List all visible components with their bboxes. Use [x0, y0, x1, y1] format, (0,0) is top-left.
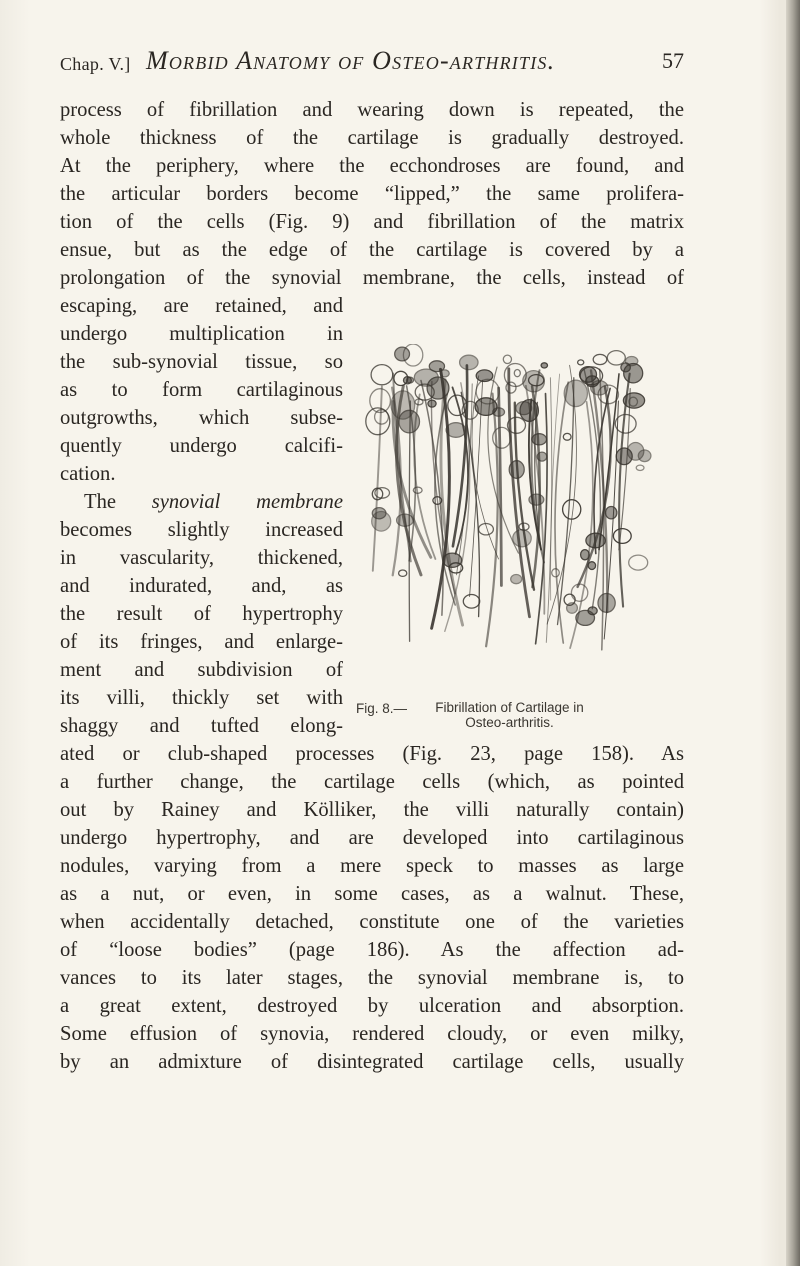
cartilage-cell [514, 370, 520, 377]
cartilage-cell [371, 365, 393, 385]
cartilage-cell [503, 355, 511, 363]
cartilage-cell [588, 562, 595, 570]
cartilage-cell [567, 603, 578, 613]
cartilage-cell [509, 461, 524, 479]
text-line: cation. [60, 463, 116, 485]
cartilage-cell [563, 433, 571, 440]
chapter-label: Chap. V.] [60, 54, 131, 74]
text-line: a great extent, destroyed by ulceration and absorption. [60, 995, 684, 1017]
cartilage-cell [563, 500, 581, 519]
cartilage-cell [578, 360, 584, 365]
cartilage-cell [429, 361, 444, 372]
cartilage-cell [511, 575, 522, 584]
text-line: At the periphery, where the ecchondroses are found, and [60, 155, 684, 177]
cartilage-cell [513, 530, 531, 547]
figure-caption-line2: Osteo-arthritis. [465, 715, 554, 730]
fibrillation-strand [499, 388, 502, 586]
text-line: whole thickness of the cartilage is gradually destroyed. [60, 127, 684, 149]
text-line: the result of hypertrophy [60, 603, 343, 625]
cartilage-cell [475, 398, 497, 416]
text-line: nodules, varying from a mere speck to masses as large [60, 855, 684, 877]
text-line: in vascularity, thickened, [60, 547, 343, 569]
text-line: outgrowths, which subse- [60, 407, 343, 429]
text-line: quently undergo calcifi- [60, 435, 343, 457]
running-header [60, 46, 684, 80]
text-line: shaggy and tufted elong- [60, 715, 343, 737]
cartilage-cell [623, 393, 644, 408]
text-line: ensue, but as the edge of the cartilage is covered by a [60, 239, 684, 261]
figure-caption [356, 700, 686, 730]
cartilage-cell [404, 377, 412, 384]
figure-label: Fig. 8.— [356, 701, 408, 716]
text-line: and indurated, and, as [60, 575, 343, 597]
cartilage-cell [586, 533, 605, 548]
figure-caption-line1: Fibrillation of Cartilage in [435, 700, 584, 715]
cartilage-cell [629, 555, 648, 570]
text-line: out by Rainey and Kölliker, the villi naturally contain) [60, 799, 684, 821]
text-line: vances to its later stages, the synovial membrane is, to [60, 967, 684, 989]
text-line: the articular borders become “lipped,” the same prolifera- [60, 183, 684, 205]
cartilage-cell [532, 434, 547, 445]
cartilage-fibrillation-illustration [352, 344, 672, 676]
text-line: tion of the cells (Fig. 9) and fibrillation of the matrix [60, 211, 684, 233]
text-line: the sub-synovial tissue, so [60, 351, 343, 373]
text-line: prolongation of the synovial membrane, the cells, instead of [60, 267, 684, 289]
cartilage-cell [541, 363, 547, 368]
cartilage-cell [613, 529, 631, 544]
cartilage-cell [537, 452, 547, 461]
fibrillation-strand [558, 378, 574, 625]
text-line: ated or club-shaped processes (Fig. 23, page 158). As [60, 743, 684, 765]
text-line: its villi, thickly set with [60, 687, 343, 709]
cartilage-cell [571, 584, 587, 601]
text-line: Some effusion of synovia, rendered cloudy, or even milky, [60, 1023, 684, 1045]
synovial-prefix: The [84, 491, 152, 513]
cartilage-cell [607, 351, 625, 365]
cartilage-cell [460, 355, 478, 369]
cartilage-cell [446, 423, 466, 438]
page-edge-shadow [786, 0, 800, 1266]
cartilage-cell [428, 400, 436, 407]
text-line: by an admixture of disintegrated cartilage cells, usually [60, 1051, 684, 1073]
cartilage-cell [399, 410, 420, 433]
cartilage-cell [598, 594, 615, 613]
page-number: 57 [662, 48, 684, 73]
text-line: undergo multiplication in [60, 323, 343, 345]
text-line: when accidentally detached, constitute one of the varieties [60, 911, 684, 933]
cartilage-cell [627, 443, 643, 461]
text-line: undergo hypertrophy, and are developed into cartilaginous [60, 827, 684, 849]
cartilage-cell [564, 380, 587, 406]
cartilage-cell [606, 507, 617, 519]
cartilage-cell [576, 610, 595, 625]
text-line: process of fibrillation and wearing down is repeated, the [60, 99, 684, 121]
text-line-synovial [60, 488, 343, 516]
text-line: of “loose bodies” (page 186). As the affection ad- [60, 939, 684, 961]
cartilage-cell [516, 402, 532, 415]
running-title: Morbid Anatomy of Osteo-arthritis. [146, 46, 556, 75]
fibrillation-strand [373, 386, 382, 570]
cartilage-cell [581, 550, 590, 560]
text-line: escaping, are retained, and [60, 295, 343, 317]
text-line: of its fringes, and enlarge- [60, 631, 343, 653]
synovial-term: synovial membrane [151, 491, 343, 513]
cartilage-cell [399, 570, 407, 576]
cartilage-cell [621, 363, 630, 372]
text-line: as to form cartilaginous [60, 379, 343, 401]
cartilage-cell [529, 494, 544, 505]
text-line: a further change, the cartilage cells (which, as pointed [60, 771, 684, 793]
cartilage-cell [443, 553, 462, 567]
cartilage-cell [372, 512, 391, 532]
cartilage-cell [397, 514, 414, 526]
cartilage-cell [395, 347, 410, 361]
text-line: becomes slightly increased [60, 519, 343, 541]
cartilage-cell [636, 465, 644, 470]
cartilage-cell [427, 377, 449, 399]
text-line: as a nut, or even, in some cases, as a walnut. These, [60, 883, 684, 905]
cartilage-cell [463, 595, 479, 609]
cartilage-cell [593, 354, 607, 364]
cartilage-cell [615, 415, 636, 434]
text-line: ment and subdivision of [60, 659, 343, 681]
